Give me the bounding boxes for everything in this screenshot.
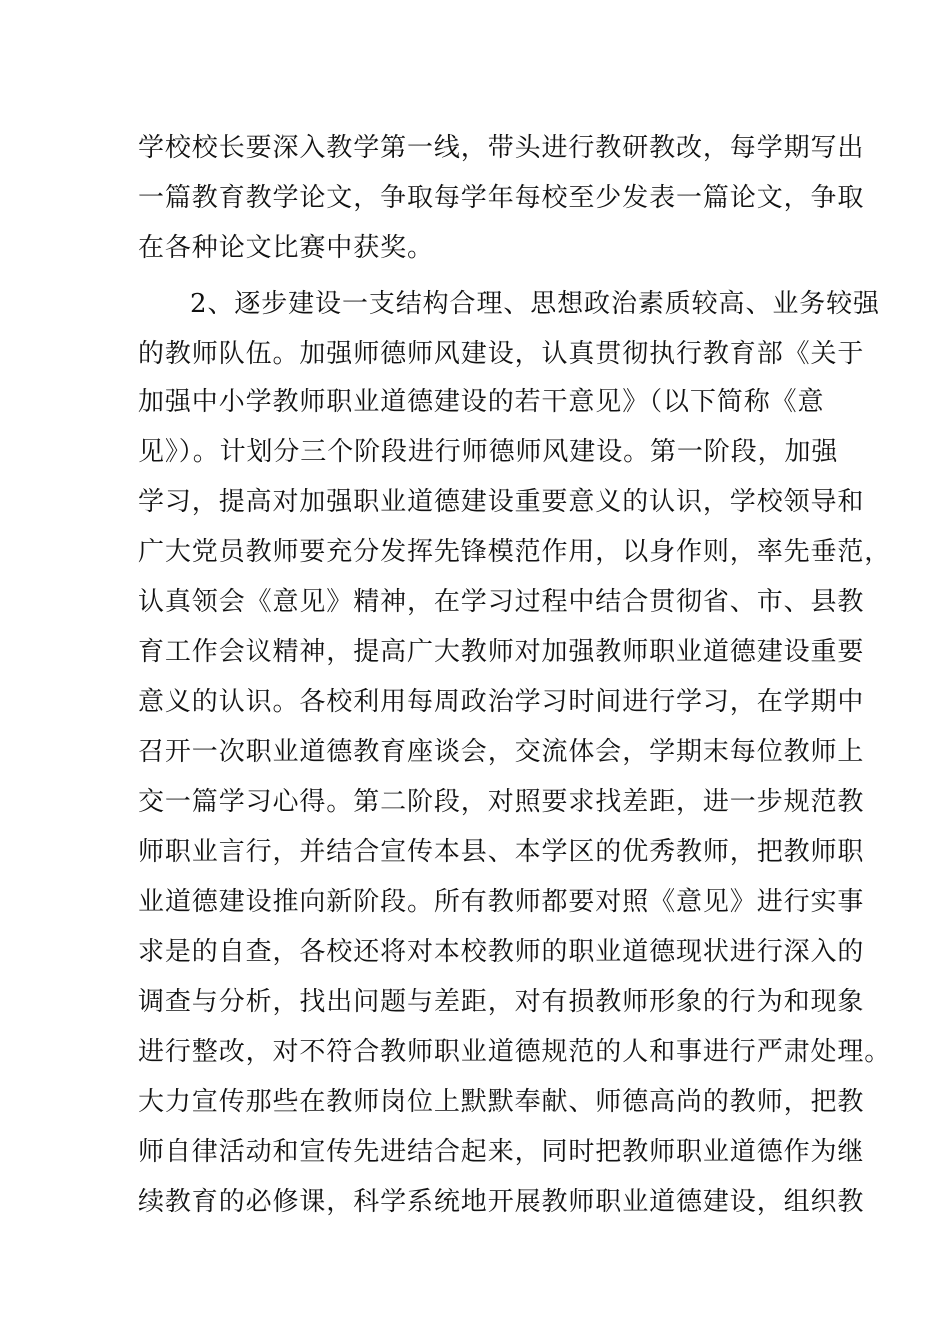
text-line: 学校校长要深入教学第一线，带头进行教研教改，每学期写出 <box>138 133 865 163</box>
text-line: 进行整改，对不符合教师职业道德规范的人和事进行严肃处理。 <box>138 1037 892 1067</box>
text-line: 师自律活动和宣传先进结合起来，同时把教师职业道德作为继 <box>138 1137 865 1167</box>
text-line: 见》）。计划分三个阶段进行师德师风建设。第一阶段，加强 <box>138 437 839 467</box>
text-line: 育工作会议精神，提高广大教师对加强教师职业道德建设重要 <box>138 637 865 667</box>
text-line: 认真领会《意见》精神，在学习过程中结合贯彻省、市、县教 <box>138 587 865 617</box>
text-line: 师职业言行，并结合宣传本县、本学区的优秀教师，把教师职 <box>138 837 865 867</box>
text-line: 加强中小学教师职业道德建设的若干意见》（以下简称《意 <box>138 387 825 417</box>
text-line: 大力宣传那些在教师岗位上默默奉献、师德高尚的教师，把教 <box>138 1087 865 1117</box>
text-line: 一篇教育教学论文，争取每学年每校至少发表一篇论文，争取 <box>138 183 865 213</box>
text-line: 调查与分析，找出问题与差距，对有损教师形象的行为和现象 <box>138 987 865 1017</box>
text-line: 的教师队伍。加强师德师风建设，认真贯彻执行教育部《关于 <box>138 339 865 369</box>
text-line: 续教育的必修课，科学系统地开展教师职业道德建设，组织教 <box>138 1187 865 1217</box>
text-line: 在各种论文比赛中获奖。 <box>138 233 434 263</box>
text-line: 交一篇学习心得。第二阶段，对照要求找差距，进一步规范教 <box>138 787 865 817</box>
paragraph-start-line: 2、逐步建设一支结构合理、思想政治素质较高、业务较强 <box>190 289 880 319</box>
text-line: 召开一次职业道德教育座谈会，交流体会，学期末每位教师上 <box>138 737 865 767</box>
text-line: 学习，提高对加强职业道德建设重要意义的认识，学校领导和 <box>138 487 865 517</box>
text-line: 广大党员教师要充分发挥先锋模范作用，以身作则，率先垂范， <box>138 537 892 567</box>
text-line: 业道德建设推向新阶段。所有教师都要对照《意见》进行实事 <box>138 887 865 917</box>
text-line: 意义的认识。各校利用每周政治学习时间进行学习，在学期中 <box>138 687 865 717</box>
text-line: 求是的自查，各校还将对本校教师的职业道德现状进行深入的 <box>138 937 865 967</box>
